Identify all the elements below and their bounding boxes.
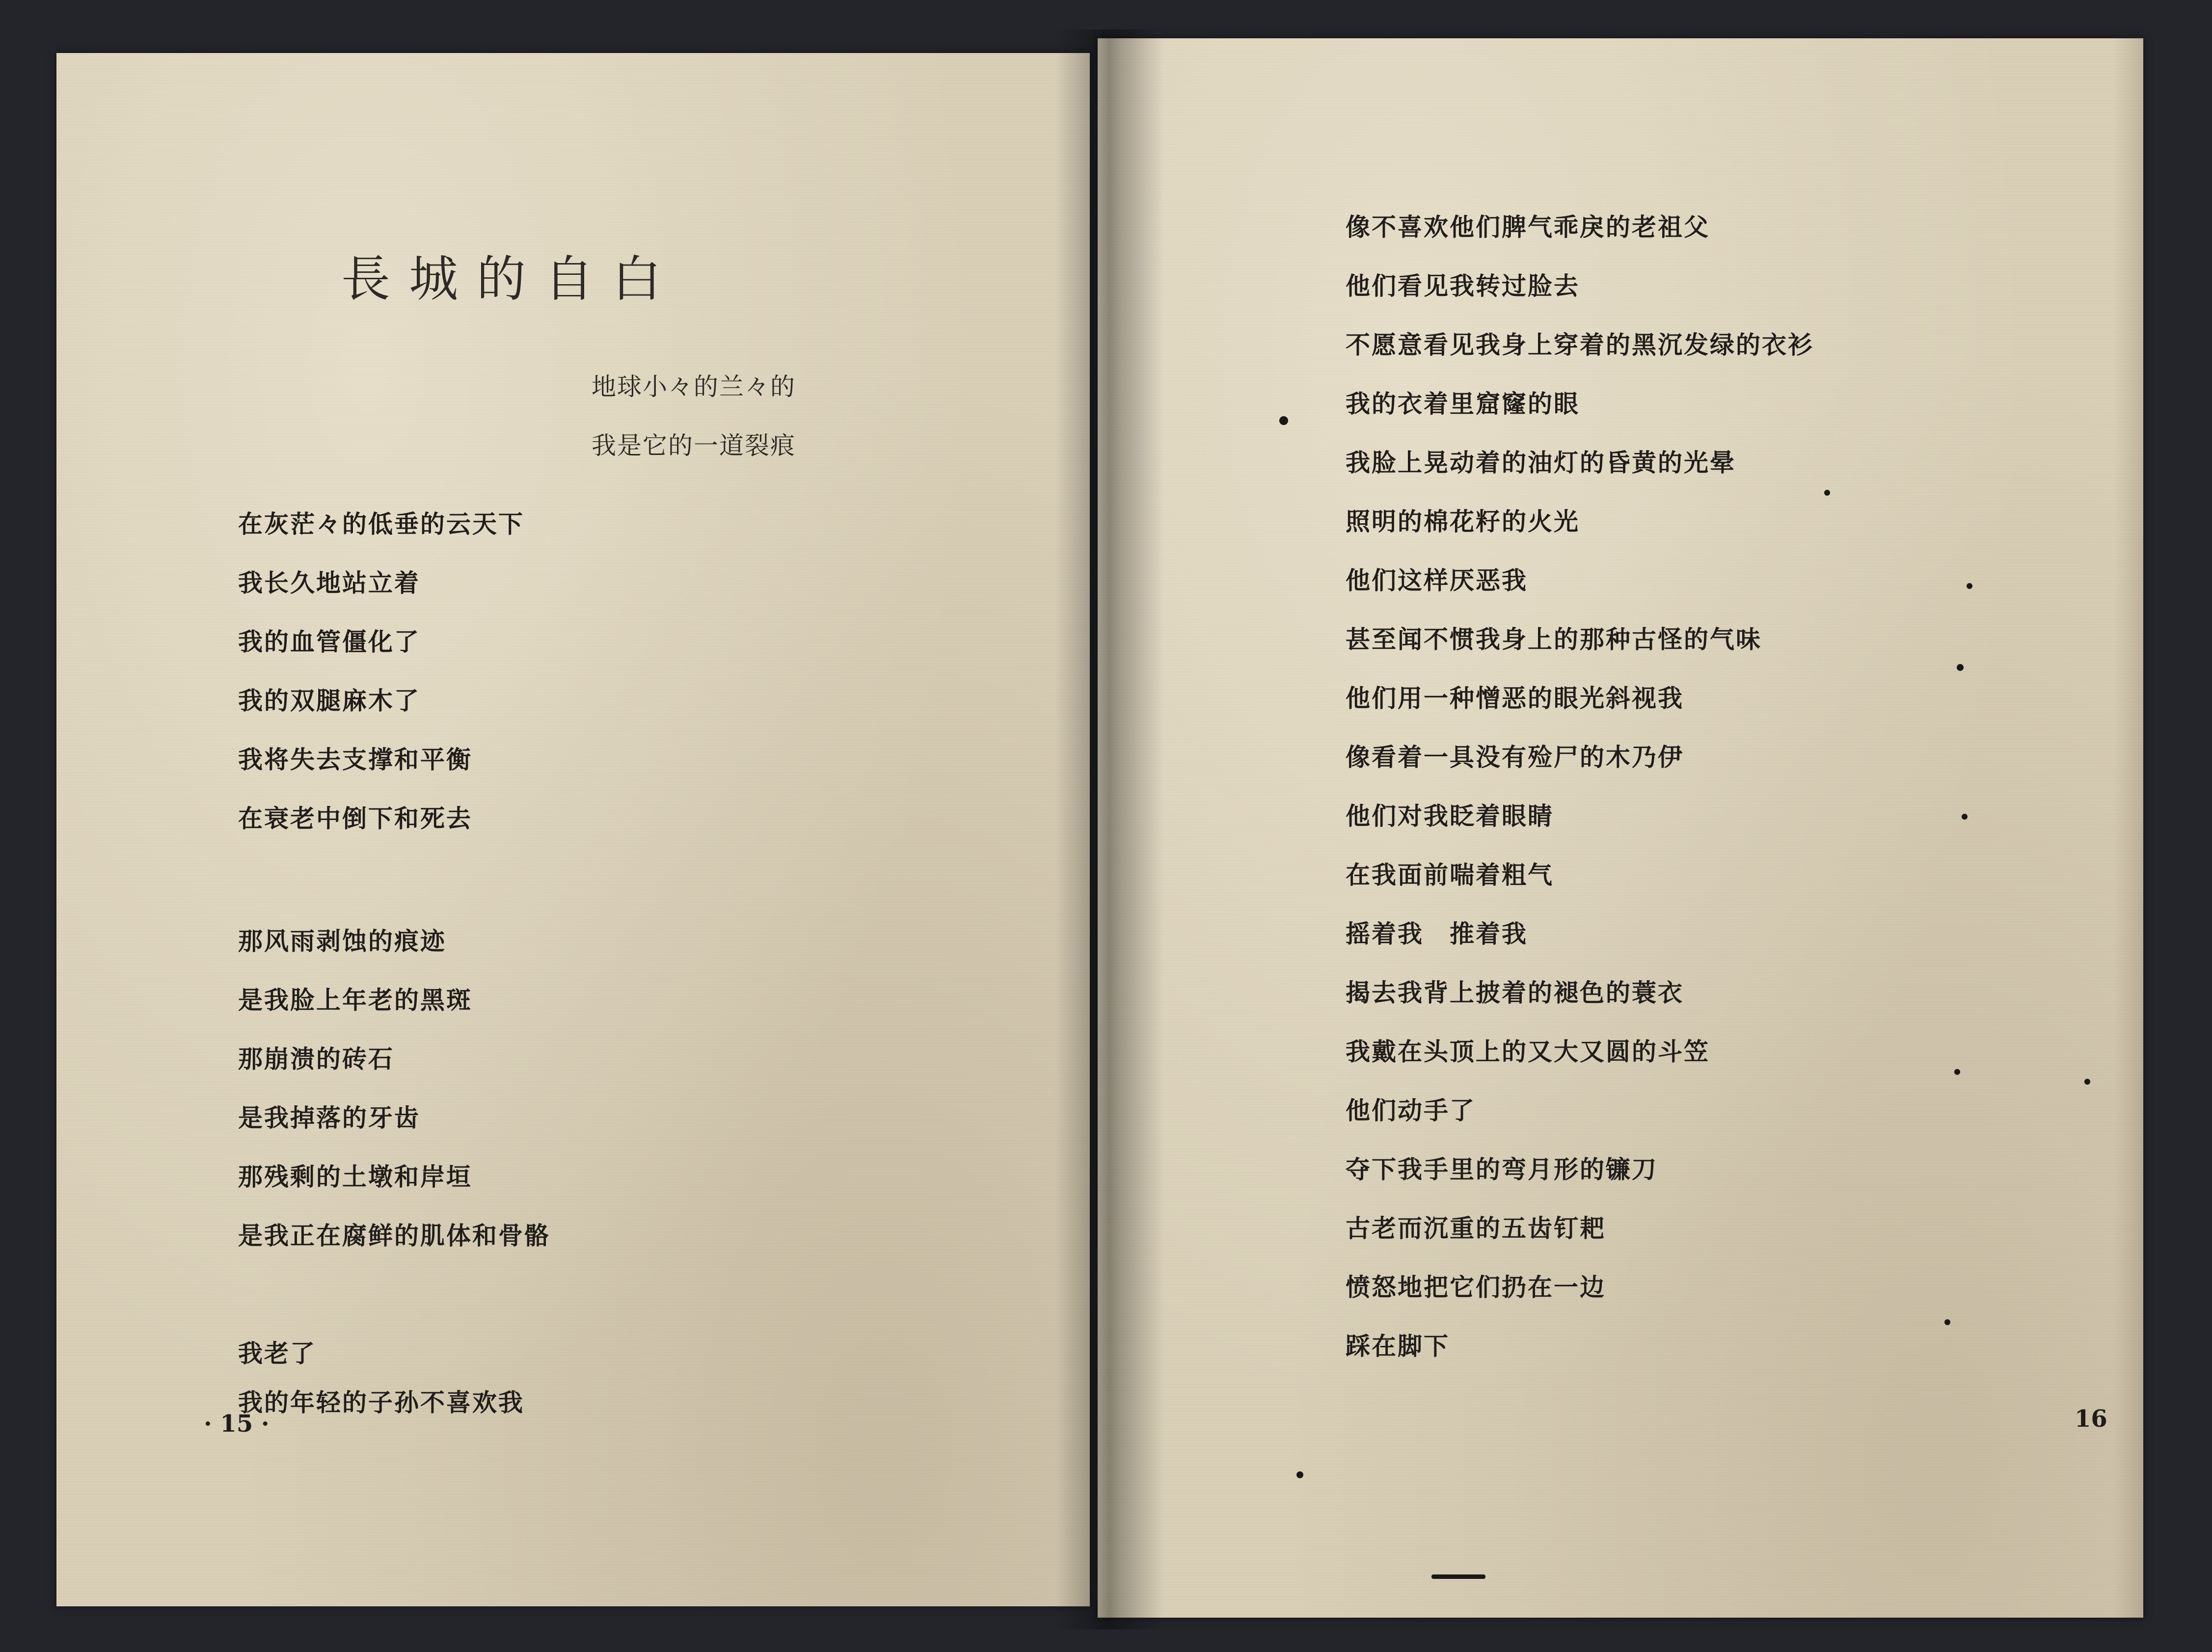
poem-line: 那崩溃的砖石: [238, 1045, 394, 1073]
poem-line: 揭去我背上披着的褪色的蓑衣: [1346, 979, 1684, 1007]
poem-title: 長城的自白: [341, 250, 680, 308]
poem-line: 那残剩的土墩和岸垣: [238, 1163, 472, 1191]
ink-spot: [1957, 664, 1964, 671]
poem-line: 在我面前喘着粗气: [1346, 861, 1554, 889]
poem-line: 愤怒地把它们扔在一边: [1346, 1273, 1606, 1302]
ink-spot: [1279, 416, 1288, 425]
poem-line: 我戴在头顶上的又大又圆的斗笠: [1346, 1038, 1710, 1066]
poem-line: 夺下我手里的弯月形的镰刀: [1346, 1155, 1658, 1184]
poem-line: 甚至闻不惯我身上的那种古怪的气味: [1346, 625, 1762, 654]
poem-line: 是我掉落的牙齿: [238, 1104, 420, 1132]
poem-line: 我的双腿麻木了: [238, 687, 420, 715]
poem-line: 踩在脚下: [1346, 1332, 1450, 1360]
poem-line: 他们用一种憎恶的眼光斜视我: [1346, 684, 1684, 713]
poem-line: 照明的棉花籽的火光: [1346, 507, 1580, 536]
ink-spot: [1967, 583, 1972, 589]
ink-spot: [1944, 1319, 1950, 1325]
poem-line: 在灰茫々的低垂的云天下: [238, 510, 524, 538]
poem-line: 我将失去支撑和平衡: [238, 746, 472, 774]
poem-line: 不愿意看见我身上穿着的黑沉发绿的衣衫: [1346, 331, 1814, 359]
poem-line: 我老了: [238, 1339, 316, 1368]
poem-line: 是我脸上年老的黑斑: [238, 986, 472, 1014]
ink-spot: [2084, 1079, 2090, 1085]
poem-line: 我的衣着里窟窿的眼: [1346, 390, 1580, 418]
poem-line: 像不喜欢他们脾气乖戾的老祖父: [1346, 213, 1710, 241]
poem-line: 他们动手了: [1346, 1096, 1476, 1125]
page-number: 16: [2075, 1405, 2107, 1433]
epigraph-line: 我是它的一道裂痕: [592, 431, 796, 460]
page-number: · 15 ·: [204, 1410, 270, 1438]
poem-line: 是我正在腐鲜的肌体和骨骼: [238, 1222, 550, 1250]
poem-line: 在衰老中倒下和死去: [238, 804, 472, 833]
poem-line: 我脸上晃动着的油灯的昏黄的光晕: [1346, 449, 1736, 477]
left-page: [56, 53, 1090, 1606]
poem-line: 古老而沉重的五齿钉耙: [1346, 1214, 1606, 1243]
ink-spot: [1431, 1574, 1485, 1579]
poem-line: 摇着我 推着我: [1346, 920, 1528, 948]
ink-spot: [1962, 814, 1968, 820]
poem-line: 他们这样厌恶我: [1346, 566, 1528, 595]
right-page: [1098, 38, 2143, 1618]
poem-line: 我的年轻的子孙不喜欢我: [238, 1388, 524, 1417]
poem-line: 他们对我眨着眼睛: [1346, 802, 1554, 830]
poem-line: 我的血管僵化了: [238, 628, 420, 656]
poem-line: 像看着一具没有殓尸的木乃伊: [1346, 743, 1684, 772]
poem-line: 我长久地站立着: [238, 569, 420, 597]
poem-line: 他们看见我转过脸去: [1346, 272, 1580, 300]
ink-spot: [1954, 1069, 1960, 1075]
ink-spot: [1296, 1471, 1303, 1478]
epigraph-line: 地球小々的兰々的: [592, 373, 796, 401]
ink-spot: [1824, 490, 1830, 496]
poem-line: 那风雨剥蚀的痕迹: [238, 927, 446, 956]
